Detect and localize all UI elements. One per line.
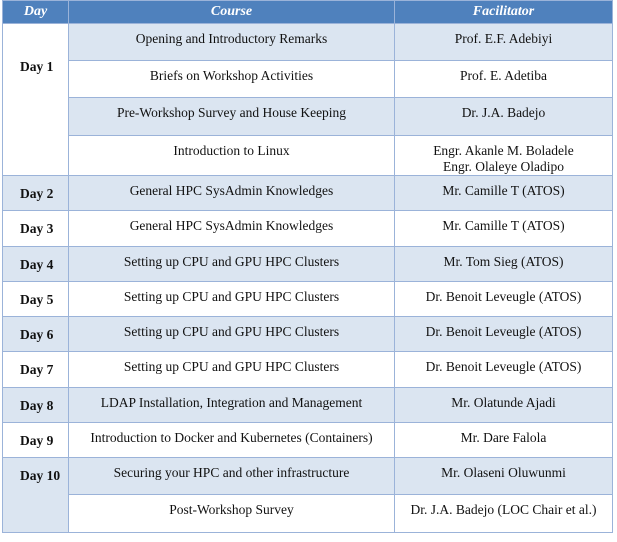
course-cell: Setting up CPU and GPU HPC Clusters	[69, 282, 395, 317]
facilitator-name: Dr. J.A. Badejo	[461, 105, 546, 120]
facilitator-name: Mr. Olatunde Ajadi	[451, 395, 556, 410]
table-row	[3, 388, 613, 423]
day-cell: Day 8	[3, 388, 69, 423]
course-cell: Setting up CPU and GPU HPC Clusters	[69, 352, 395, 388]
facilitator-cell	[395, 211, 613, 247]
course-cell: Pre-Workshop Survey and House Keeping	[69, 98, 395, 136]
table-row	[3, 282, 613, 317]
table-row	[3, 136, 613, 176]
header-facilitator: Facilitator	[395, 1, 613, 24]
course-cell: Setting up CPU and GPU HPC Clusters	[69, 317, 395, 352]
facilitator-cell	[395, 61, 613, 98]
facilitator-name: Mr. Tom Sieg (ATOS)	[443, 254, 564, 269]
table-row	[3, 495, 613, 533]
course-cell: General HPC SysAdmin Knowledges	[69, 211, 395, 247]
facilitator-name: Engr. Akanle M. Boladele	[433, 143, 574, 158]
day-cell: Day 6	[3, 317, 69, 352]
facilitator-cell	[395, 136, 613, 176]
course-cell: Securing your HPC and other infrastructure	[69, 458, 395, 495]
schedule-body	[3, 24, 613, 533]
table-row	[3, 423, 613, 458]
course-cell: General HPC SysAdmin Knowledges	[69, 176, 395, 211]
facilitator-name: Mr. Dare Falola	[460, 430, 547, 445]
course-cell: Introduction to Linux	[69, 136, 395, 176]
facilitator-name: Prof. E.F. Adebiyi	[454, 31, 553, 46]
course-cell: Post-Workshop Survey	[69, 495, 395, 533]
table-row	[3, 247, 613, 282]
table-row	[3, 317, 613, 352]
day-cell: Day 2	[3, 176, 69, 211]
table-row	[3, 176, 613, 211]
facilitator-cell	[395, 176, 613, 211]
header-row	[3, 1, 613, 24]
facilitator-name: Dr. Benoit Leveugle (ATOS)	[425, 289, 582, 304]
facilitator-cell	[395, 388, 613, 423]
facilitator-cell	[395, 24, 613, 61]
course-cell: Setting up CPU and GPU HPC Clusters	[69, 247, 395, 282]
facilitator-name: Prof. E. Adetiba	[460, 68, 547, 83]
table-row	[3, 24, 613, 61]
schedule-table	[2, 0, 613, 533]
header-day: Day	[3, 1, 69, 24]
facilitator-cell	[395, 423, 613, 458]
header-course: Course	[69, 1, 395, 24]
course-cell: Introduction to Docker and Kubernetes (Containers)	[69, 423, 395, 458]
facilitator-name: Dr. Benoit Leveugle (ATOS)	[425, 324, 582, 339]
course-cell: Opening and Introductory Remarks	[69, 24, 395, 61]
table-row	[3, 458, 613, 495]
day-cell: Day 5	[3, 282, 69, 317]
facilitator-cell	[395, 247, 613, 282]
facilitator-name: Dr. Benoit Leveugle (ATOS)	[425, 359, 582, 374]
course-cell: Briefs on Workshop Activities	[69, 61, 395, 98]
facilitator-cell	[395, 458, 613, 495]
facilitator-name: Dr. J.A. Badejo (LOC Chair et al.)	[410, 502, 597, 517]
facilitator-cell	[395, 352, 613, 388]
table-row	[3, 61, 613, 98]
facilitator-name: Engr. Olaleye Oladipo	[442, 159, 565, 174]
facilitator-name: Mr. Olaseni Oluwunmi	[441, 465, 566, 480]
course-cell: LDAP Installation, Integration and Management	[69, 388, 395, 423]
facilitator-cell	[395, 317, 613, 352]
day-cell: Day 1	[3, 24, 69, 176]
day-cell: Day 10	[3, 458, 69, 533]
day-cell: Day 3	[3, 211, 69, 247]
facilitator-cell	[395, 495, 613, 533]
day-cell: Day 4	[3, 247, 69, 282]
table-row	[3, 98, 613, 136]
facilitator-cell	[395, 282, 613, 317]
table-row	[3, 211, 613, 247]
facilitator-cell	[395, 98, 613, 136]
facilitator-name: Mr. Camille T (ATOS)	[442, 183, 565, 198]
day-cell: Day 9	[3, 423, 69, 458]
table-row	[3, 352, 613, 388]
day-cell: Day 7	[3, 352, 69, 388]
facilitator-name: Mr. Camille T (ATOS)	[442, 218, 565, 233]
